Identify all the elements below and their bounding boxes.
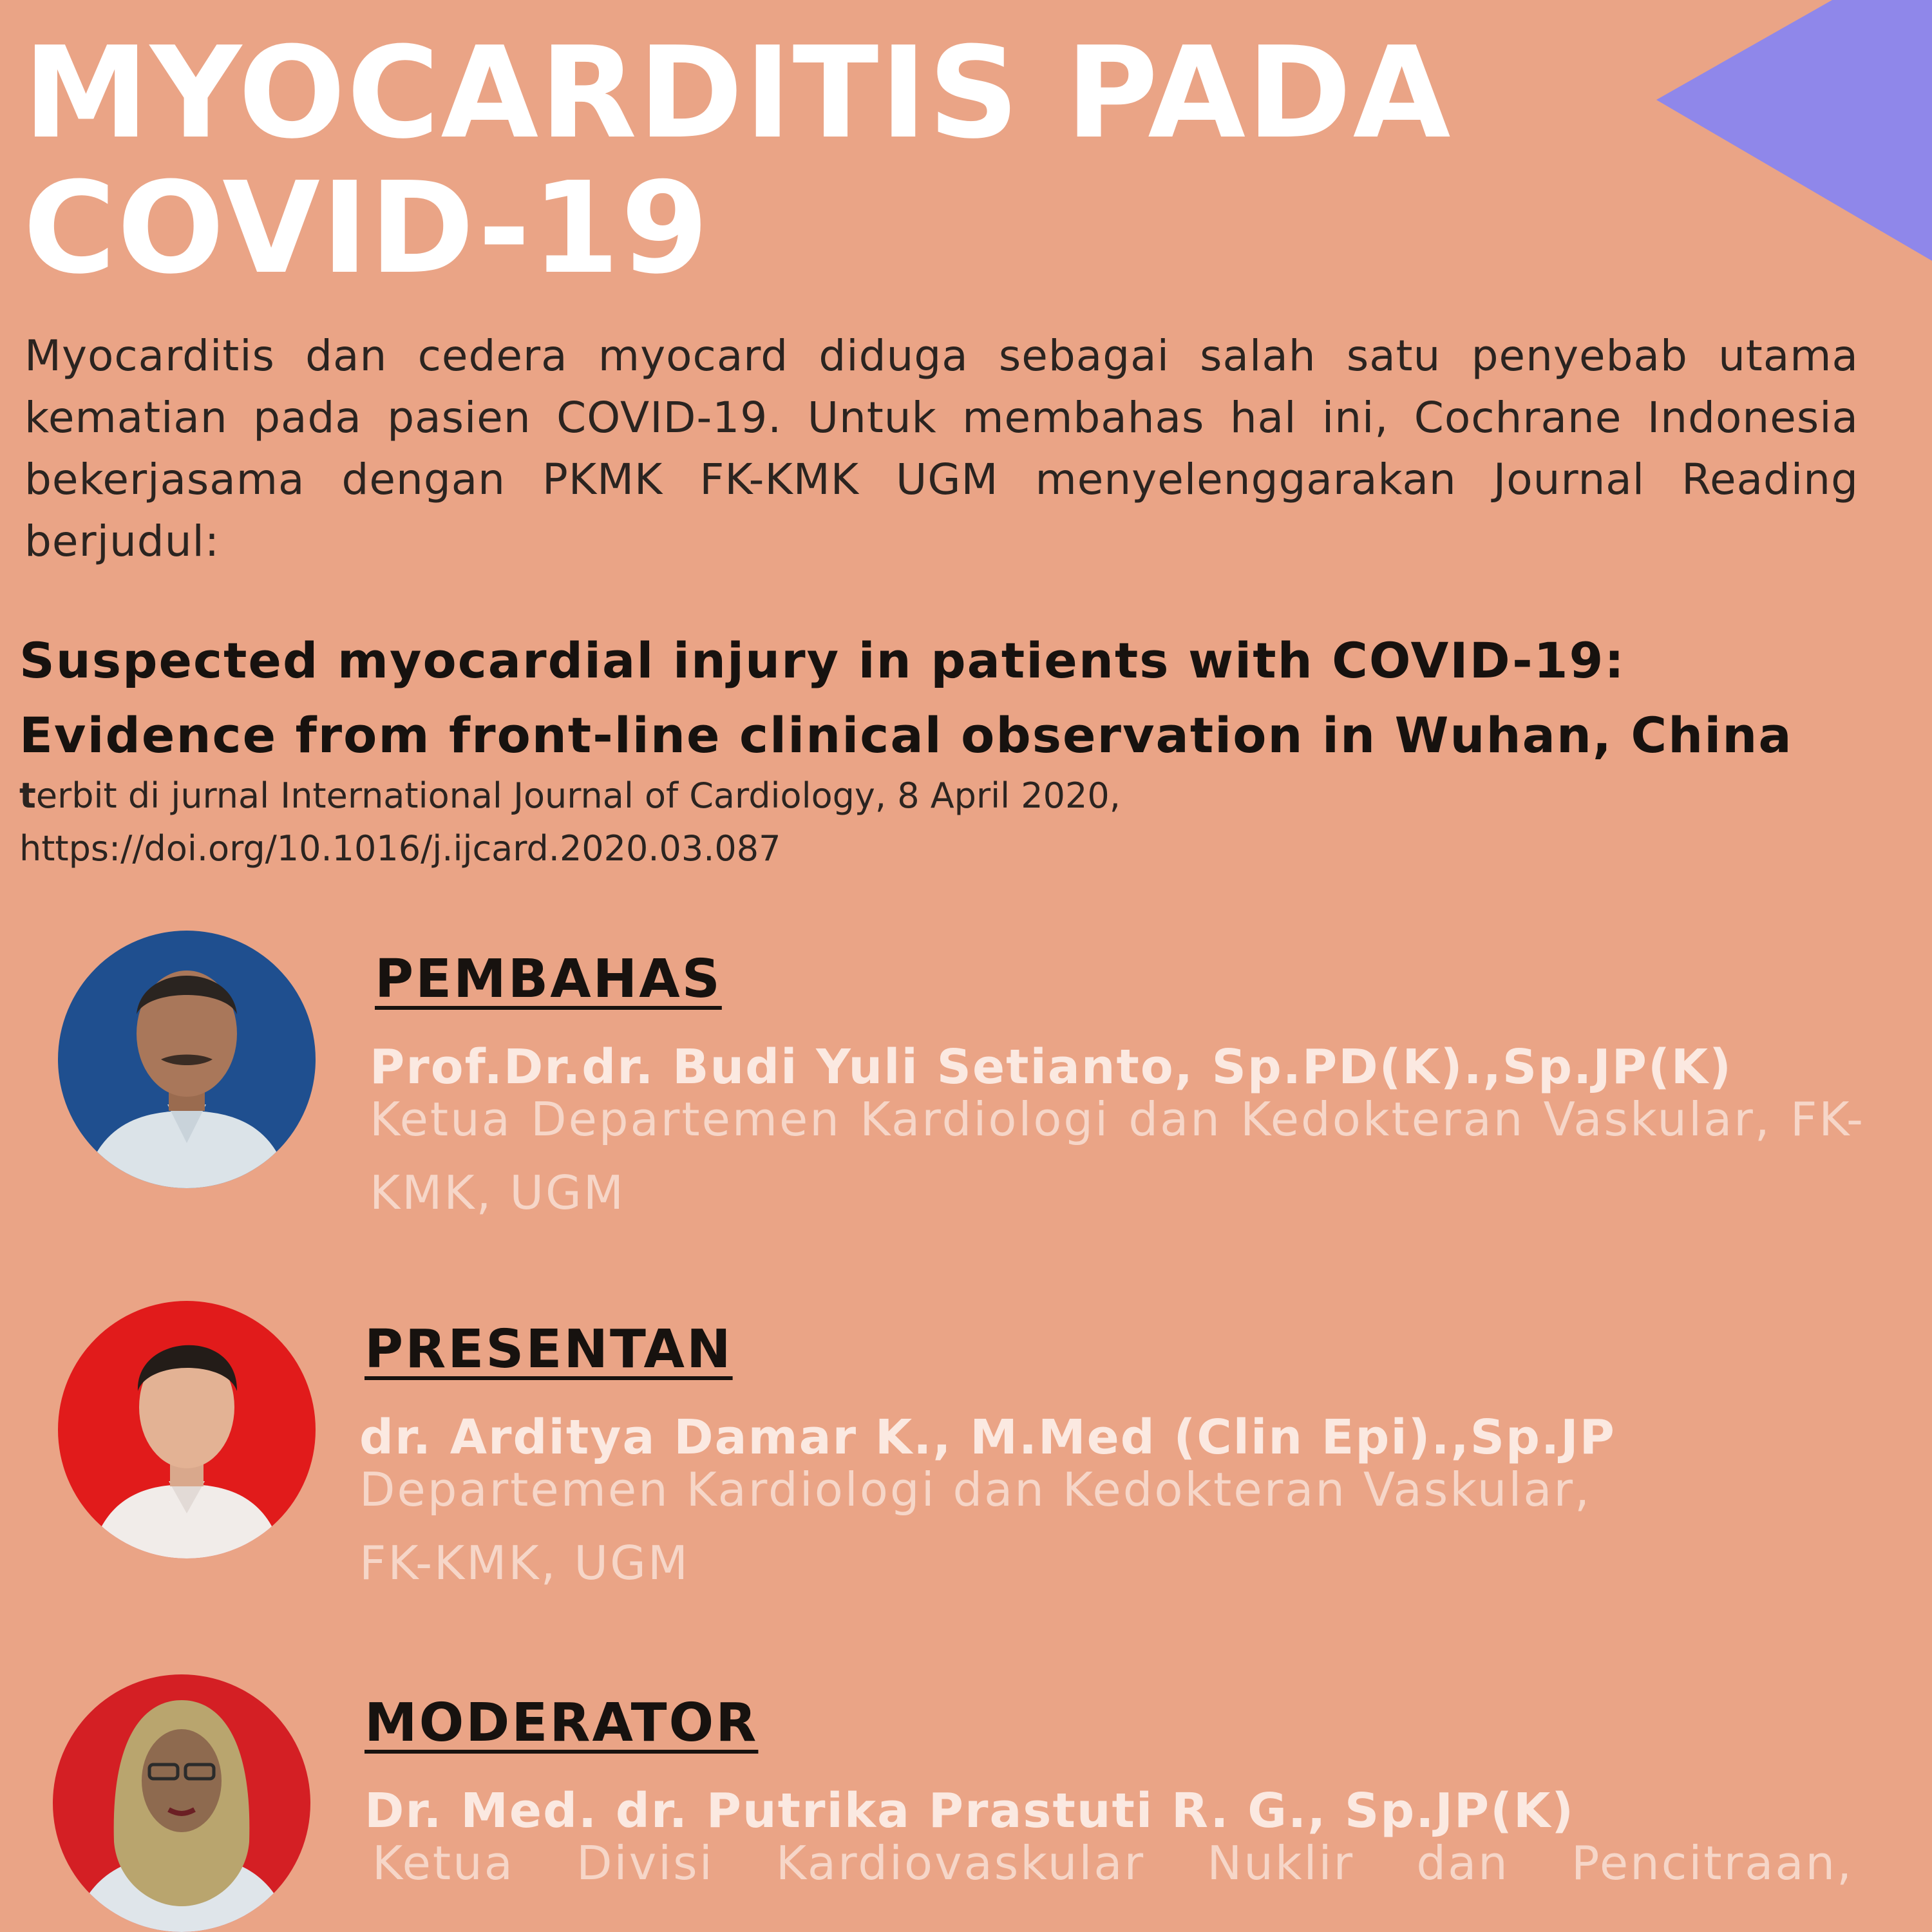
role-label: MODERATOR: [365, 1692, 759, 1754]
speaker-affiliation: [359, 1453, 1860, 1600]
person-photo-icon: [58, 931, 316, 1188]
citation-lead: t: [19, 775, 36, 816]
title-line-1: MYOCARDITIS PADA: [23, 20, 1452, 167]
role-label: PEMBAHAS: [375, 949, 722, 1010]
speaker-affiliation: Ketua Departemen Kardiologi dan Kedokteran Vaskular, FK-KMK, UGM: [370, 1092, 1865, 1220]
title-line-2: COVID-19: [23, 155, 710, 302]
speaker-name: dr. Arditya Damar K., M.Med (Clin Epi).,Sp.JP: [359, 1410, 1616, 1465]
avatar: [58, 1301, 316, 1558]
article-title-line-2: Evidence from front-line clinical observation in Wuhan, China: [19, 706, 1793, 764]
article-citation: [19, 770, 1887, 875]
speaker-affiliation-line-2: FK-KMK, UGM: [359, 1536, 690, 1590]
person-photo-icon: [53, 1674, 310, 1932]
speaker-affiliation: Ketua Divisi Kardiovaskular Nuklir dan Pencitraan,: [372, 1836, 1853, 1890]
page-title: [23, 20, 1452, 302]
person-photo-icon: [58, 1301, 316, 1558]
speaker-affiliation-line-1: Departemen Kardiologi dan Kedokteran Vaskular,: [359, 1463, 1591, 1517]
avatar: [53, 1674, 310, 1932]
role-label: PRESENTAN: [365, 1319, 733, 1380]
avatar: [58, 931, 316, 1188]
intro-paragraph: Myocarditis dan cedera myocard diduga sebagai salah satu penyebab utama kematian pada pasien COVID-19. Untuk membahas hal ini, Cochrane Indonesia bekerjasama dengan PKMK FK-KMK UGM menyelenggarakan Journal Reading berjudul:: [24, 331, 1859, 566]
speaker-name: Prof.Dr.dr. Budi Yuli Setianto, Sp.PD(K).,Sp.JP(K): [370, 1039, 1732, 1095]
citation-journal: erbit di jurnal International Journal of Cardiology, 8 April 2020,: [35, 775, 1121, 816]
citation-doi-link[interactable]: https://doi.org/10.1016/j.ijcard.2020.03.087: [19, 828, 781, 869]
article-title: [19, 623, 1887, 773]
speaker-name: Dr. Med. dr. Putrika Prastuti R. G., Sp.JP(K): [365, 1783, 1575, 1839]
article-title-line-1: Suspected myocardial injury in patients with COVID-19:: [19, 632, 1625, 689]
